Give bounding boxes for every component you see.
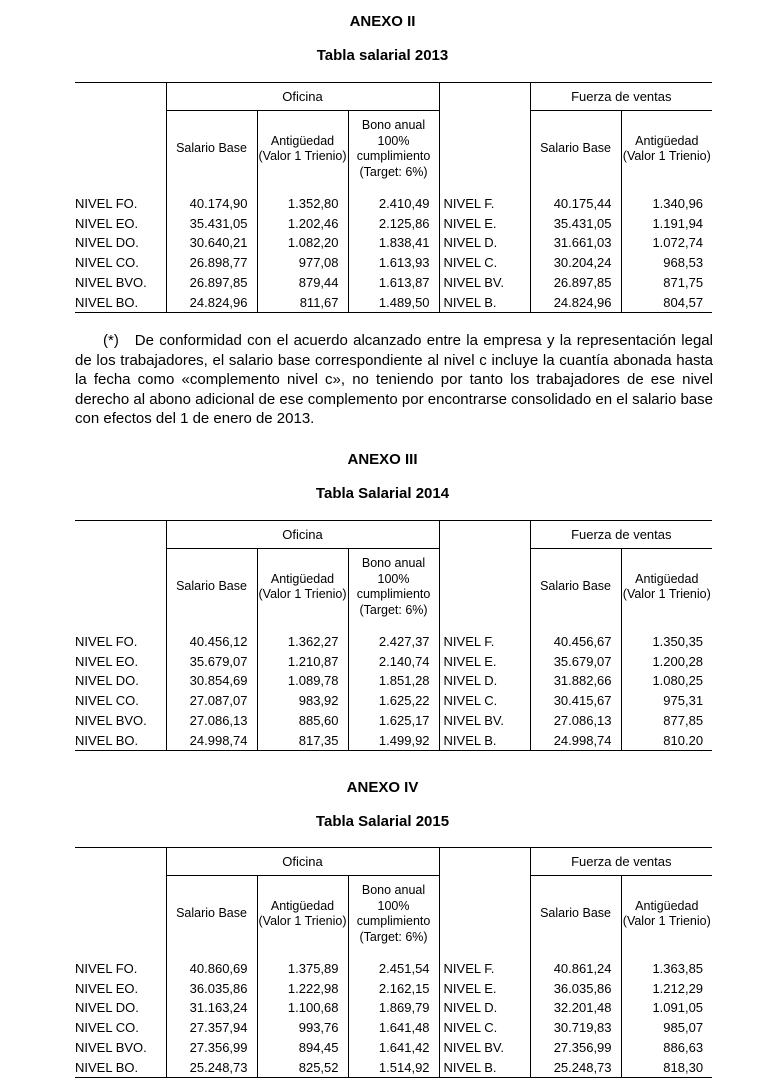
nivel-fv-label: NIVEL B. xyxy=(439,293,530,313)
salario-base-fv-value: 31.882,66 xyxy=(530,671,621,691)
nivel-label: NIVEL EO. xyxy=(75,653,139,669)
column-header-antiguedad-fv: Antigüedad (Valor 1 Trienio) xyxy=(621,111,712,188)
salario-base-fv-value: 24.824,96 xyxy=(530,293,621,313)
nivel-fv-label: NIVEL F. xyxy=(439,632,530,652)
antiguedad-fv-value: 1.200,28 xyxy=(621,652,712,672)
bono-value: 2.410,49 xyxy=(348,194,439,214)
antiguedad-fv-value: 1.340,96 xyxy=(621,194,712,214)
salario-base-value: 27.357,94 xyxy=(166,1018,257,1038)
salario-base-value: 30.854,69 xyxy=(166,671,257,691)
antiguedad-value: 1.202,46 xyxy=(257,214,348,234)
nivel-fv-label: NIVEL B. xyxy=(439,731,530,751)
antiguedad-fv-value: 810.20 xyxy=(621,731,712,751)
annex-title: ANEXO III xyxy=(347,451,418,468)
nivel-label: NIVEL DO. xyxy=(75,673,139,689)
column-header-salario-base-fv: Salario Base xyxy=(530,876,621,953)
table-row xyxy=(75,711,712,731)
column-header-salario-base-fv: Salario Base xyxy=(530,111,621,188)
nivel-label: NIVEL BVO. xyxy=(75,1039,147,1055)
salario-base-value: 26.897,85 xyxy=(166,273,257,293)
antiguedad-value: 983,92 xyxy=(257,691,348,711)
nivel-fv-label: NIVEL C. xyxy=(439,1018,530,1038)
nivel-label: NIVEL CO. xyxy=(75,1020,139,1036)
bono-value: 1.851,28 xyxy=(348,671,439,691)
antiguedad-fv-value: 975,31 xyxy=(621,691,712,711)
salary-table xyxy=(75,82,712,313)
table-row xyxy=(75,731,712,751)
table-row xyxy=(75,652,712,672)
salario-base-fv-value: 31.661,03 xyxy=(530,233,621,253)
column-header-salario-base: Salario Base xyxy=(166,111,257,188)
column-header-antiguedad-fv: Antigüedad (Valor 1 Trienio) xyxy=(621,549,712,626)
nivel-fv-label: NIVEL C. xyxy=(439,253,530,273)
antiguedad-value: 1.100,68 xyxy=(257,998,348,1018)
nivel-label: NIVEL EO. xyxy=(75,980,139,996)
nivel-fv-label: NIVEL B. xyxy=(439,1058,530,1078)
antiguedad-fv-value: 1.080,25 xyxy=(621,671,712,691)
bono-value: 2.451,54 xyxy=(348,959,439,979)
antiguedad-value: 811,67 xyxy=(257,293,348,313)
nivel-fv-label: NIVEL D. xyxy=(439,671,530,691)
salario-base-fv-value: 27.356,99 xyxy=(530,1038,621,1058)
salario-base-value: 25.248,73 xyxy=(166,1058,257,1078)
salary-table xyxy=(75,847,712,1078)
salario-base-value: 30.640,21 xyxy=(166,233,257,253)
salario-base-value: 27.356,99 xyxy=(166,1038,257,1058)
table-row xyxy=(75,194,712,214)
salario-base-fv-value: 32.201,48 xyxy=(530,998,621,1018)
antiguedad-value: 1.362,27 xyxy=(257,632,348,652)
group-header-fuerza-ventas: Fuerza de ventas xyxy=(530,848,712,876)
antiguedad-fv-value: 1.212,29 xyxy=(621,979,712,999)
nivel-fv-label: NIVEL F. xyxy=(439,959,530,979)
nivel-fv-label: NIVEL E. xyxy=(439,979,530,999)
group-header-fuerza-ventas: Fuerza de ventas xyxy=(530,521,712,549)
salario-base-fv-value: 40.175,44 xyxy=(530,194,621,214)
bono-value: 1.625,22 xyxy=(348,691,439,711)
bono-value: 2.427,37 xyxy=(348,632,439,652)
table-subtitle: Tabla salarial 2013 xyxy=(316,47,449,64)
salario-base-value: 40.860,69 xyxy=(166,959,257,979)
nivel-label: NIVEL CO. xyxy=(75,255,139,271)
nivel-label: NIVEL BO. xyxy=(75,1058,166,1078)
antiguedad-value: 1.375,89 xyxy=(257,959,348,979)
bono-value: 1.641,48 xyxy=(348,1018,439,1038)
column-header-salario-base: Salario Base xyxy=(166,876,257,953)
salario-base-fv-value: 27.086,13 xyxy=(530,711,621,731)
salario-base-fv-value: 30.415,67 xyxy=(530,691,621,711)
table-row xyxy=(75,273,712,293)
bono-value: 1.613,93 xyxy=(348,253,439,273)
salario-base-value: 35.679,07 xyxy=(166,652,257,672)
annex-title: ANEXO II xyxy=(349,13,416,30)
nivel-fv-label: NIVEL D. xyxy=(439,998,530,1018)
bono-value: 1.499,92 xyxy=(348,731,439,751)
table-row xyxy=(75,632,712,652)
salario-base-value: 40.174,90 xyxy=(166,194,257,214)
salario-base-value: 24.998,74 xyxy=(166,731,257,751)
nivel-label: NIVEL BVO. xyxy=(75,712,147,728)
bono-value: 1.489,50 xyxy=(348,293,439,313)
salario-base-value: 36.035,86 xyxy=(166,979,257,999)
salario-base-value: 27.086,13 xyxy=(166,711,257,731)
table-row xyxy=(75,1058,712,1078)
bono-value: 1.613,87 xyxy=(348,273,439,293)
column-header-antiguedad-fv: Antigüedad (Valor 1 Trienio) xyxy=(621,876,712,953)
nivel-label: NIVEL DO. xyxy=(75,1000,139,1016)
antiguedad-value: 879,44 xyxy=(257,273,348,293)
bono-value: 1.514,92 xyxy=(348,1058,439,1078)
antiguedad-value: 817,35 xyxy=(257,731,348,751)
salario-base-value: 35.431,05 xyxy=(166,214,257,234)
salary-table xyxy=(75,520,712,751)
salario-base-fv-value: 40.456,67 xyxy=(530,632,621,652)
antiguedad-value: 977,08 xyxy=(257,253,348,273)
antiguedad-fv-value: 886,63 xyxy=(621,1038,712,1058)
column-header-salario-base-fv: Salario Base xyxy=(530,549,621,626)
group-header-oficina: Oficina xyxy=(166,83,439,111)
nivel-fv-label: NIVEL F. xyxy=(439,194,530,214)
salario-base-value: 40.456,12 xyxy=(166,632,257,652)
table-row xyxy=(75,1018,712,1038)
group-header-fuerza-ventas: Fuerza de ventas xyxy=(530,83,712,111)
salario-base-fv-value: 24.998,74 xyxy=(530,731,621,751)
table-row xyxy=(75,671,712,691)
antiguedad-value: 1.222,98 xyxy=(257,979,348,999)
antiguedad-fv-value: 985,07 xyxy=(621,1018,712,1038)
nivel-fv-label: NIVEL C. xyxy=(439,691,530,711)
bono-value: 1.641,42 xyxy=(348,1038,439,1058)
salario-base-fv-value: 30.204,24 xyxy=(530,253,621,273)
antiguedad-value: 1.082,20 xyxy=(257,233,348,253)
table-subtitle: Tabla Salarial 2015 xyxy=(315,813,450,830)
salario-base-fv-value: 40.861,24 xyxy=(530,959,621,979)
nivel-fv-label: NIVEL BV. xyxy=(439,1038,530,1058)
salario-base-fv-value: 25.248,73 xyxy=(530,1058,621,1078)
antiguedad-value: 885,60 xyxy=(257,711,348,731)
bono-value: 2.140,74 xyxy=(348,652,439,672)
nivel-fv-label: NIVEL BV. xyxy=(439,711,530,731)
nivel-label: NIVEL CO. xyxy=(75,693,139,709)
nivel-fv-label: NIVEL D. xyxy=(439,233,530,253)
antiguedad-fv-value: 1.091,05 xyxy=(621,998,712,1018)
column-header-antiguedad: Antigüedad (Valor 1 Trienio) xyxy=(257,876,348,953)
antiguedad-value: 1.210,87 xyxy=(257,652,348,672)
table-row xyxy=(75,233,712,253)
annex-title: ANEXO IV xyxy=(346,779,419,796)
nivel-fv-label: NIVEL E. xyxy=(439,652,530,672)
salario-base-value: 24.824,96 xyxy=(166,293,257,313)
antiguedad-value: 1.089,78 xyxy=(257,671,348,691)
nivel-label: NIVEL BO. xyxy=(75,731,166,751)
nivel-label: NIVEL FO. xyxy=(75,634,138,649)
bono-value: 1.625,17 xyxy=(348,711,439,731)
table-row xyxy=(75,214,712,234)
salario-base-fv-value: 35.431,05 xyxy=(530,214,621,234)
bono-value: 1.838,41 xyxy=(348,233,439,253)
table-row xyxy=(75,998,712,1018)
antiguedad-fv-value: 871,75 xyxy=(621,273,712,293)
nivel-fv-label: NIVEL E. xyxy=(439,214,530,234)
table-row xyxy=(75,1038,712,1058)
salario-base-fv-value: 35.679,07 xyxy=(530,652,621,672)
salario-base-value: 31.163,24 xyxy=(166,998,257,1018)
nivel-label: NIVEL BO. xyxy=(75,293,166,313)
antiguedad-value: 993,76 xyxy=(257,1018,348,1038)
bono-value: 2.125,86 xyxy=(348,214,439,234)
antiguedad-value: 894,45 xyxy=(257,1038,348,1058)
salario-base-fv-value: 30.719,83 xyxy=(530,1018,621,1038)
column-header-salario-base: Salario Base xyxy=(166,549,257,626)
antiguedad-fv-value: 968,53 xyxy=(621,253,712,273)
nivel-label: NIVEL FO. xyxy=(75,196,138,211)
nivel-label: NIVEL BVO. xyxy=(75,274,147,290)
table-row xyxy=(75,293,712,313)
column-header-bono: Bono anual 100% cumplimiento (Target: 6%) xyxy=(348,876,439,953)
table-row xyxy=(75,253,712,273)
column-header-bono: Bono anual 100% cumplimiento (Target: 6%) xyxy=(348,549,439,626)
nivel-label: NIVEL FO. xyxy=(75,961,138,976)
nivel-fv-label: NIVEL BV. xyxy=(439,273,530,293)
bono-value: 1.869,79 xyxy=(348,998,439,1018)
antiguedad-fv-value: 818,30 xyxy=(621,1058,712,1078)
antiguedad-fv-value: 1.072,74 xyxy=(621,233,712,253)
nivel-label: NIVEL EO. xyxy=(75,215,139,231)
nivel-label: NIVEL DO. xyxy=(75,235,139,251)
bono-value: 2.162,15 xyxy=(348,979,439,999)
antiguedad-fv-value: 1.363,85 xyxy=(621,959,712,979)
salario-base-value: 26.898,77 xyxy=(166,253,257,273)
salario-base-fv-value: 26.897,85 xyxy=(530,273,621,293)
table-row xyxy=(75,959,712,979)
column-header-antiguedad: Antigüedad (Valor 1 Trienio) xyxy=(257,111,348,188)
antiguedad-fv-value: 804,57 xyxy=(621,293,712,313)
table-row xyxy=(75,691,712,711)
column-header-antiguedad: Antigüedad (Valor 1 Trienio) xyxy=(257,549,348,626)
antiguedad-fv-value: 877,85 xyxy=(621,711,712,731)
salario-base-fv-value: 36.035,86 xyxy=(530,979,621,999)
antiguedad-fv-value: 1.191,94 xyxy=(621,214,712,234)
antiguedad-fv-value: 1.350,35 xyxy=(621,632,712,652)
antiguedad-value: 825,52 xyxy=(257,1058,348,1078)
antiguedad-value: 1.352,80 xyxy=(257,194,348,214)
salario-base-value: 27.087,07 xyxy=(166,691,257,711)
group-header-oficina: Oficina xyxy=(166,848,439,876)
group-header-oficina: Oficina xyxy=(166,521,439,549)
footnote-paragraph: (*) De conformidad con el acuerdo alcanzado entre la empresa y la representación legal de los trabajadores, el salario base correspondiente al nivel c incluye la cuantía abonada hasta la fecha como «complemento nivel c», no teniendo por tanto los trabajadores de ese nivel derecho al abono adicional de ese complemento por encontrarse consolidado en el salario base con efectos del 1 de enero de 2013. xyxy=(75,332,713,428)
table-row xyxy=(75,979,712,999)
table-subtitle: Tabla Salarial 2014 xyxy=(315,485,450,502)
column-header-bono: Bono anual 100% cumplimiento (Target: 6%) xyxy=(348,111,439,188)
